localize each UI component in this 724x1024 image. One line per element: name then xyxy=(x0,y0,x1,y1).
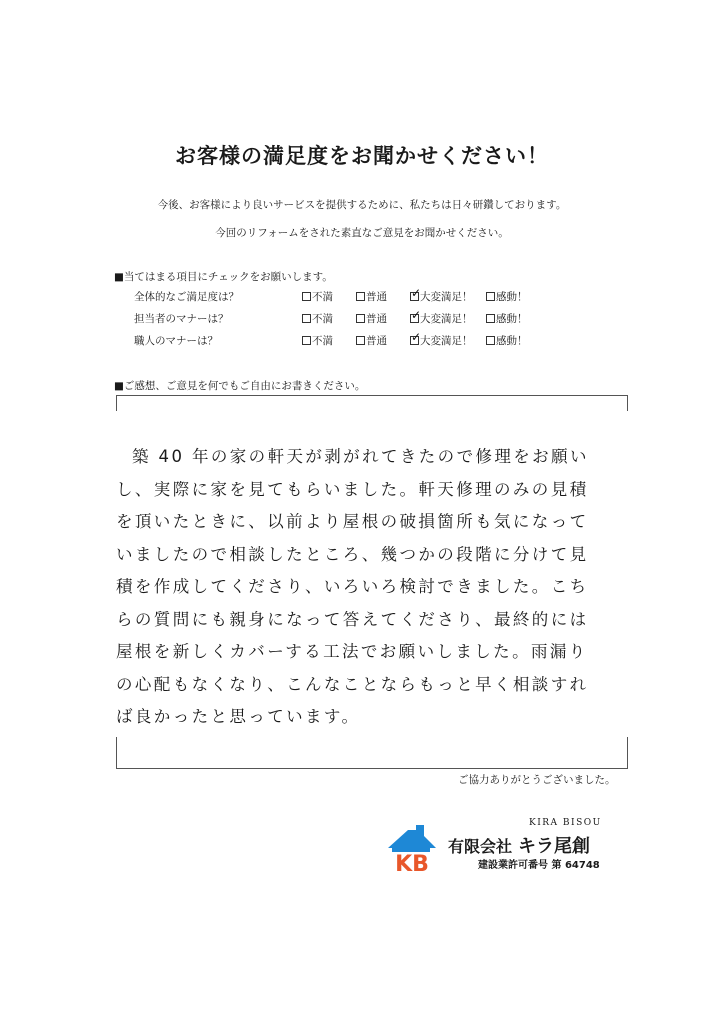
comment-line-text: を頂いたときに、以前より屋根の破損箇所も気になって xyxy=(116,512,589,531)
comment-line xyxy=(116,636,626,669)
comment-line xyxy=(116,604,626,637)
option-label: 普通 xyxy=(366,291,387,303)
intro-line-2: 今回のリフォームをされた素直なご意見をお聞かせください。 xyxy=(215,227,509,239)
option-label: 大変満足！ xyxy=(420,335,473,347)
checkbox-square xyxy=(410,308,422,323)
checkbox-square xyxy=(302,314,311,323)
comment-heading: ■ご感想、ご意見を何でもご自由にお書きください。 xyxy=(114,380,366,392)
comment-line xyxy=(116,441,626,474)
option-label: 普通 xyxy=(366,335,387,347)
company-romaji: KIRA BISOU xyxy=(529,818,602,828)
checkbox-square xyxy=(486,314,495,323)
question-label: 担当者のマナーは？ xyxy=(134,313,229,325)
company-name xyxy=(448,832,590,858)
thanks-message: ご協力ありがとうございました。 xyxy=(458,774,616,786)
comment-line-text: の心配もなくなり、こんなことならもっと早く相談すれ xyxy=(116,674,589,694)
comment-line xyxy=(116,506,626,539)
comment-line xyxy=(116,474,626,507)
company-type: 有限会社 xyxy=(448,837,513,856)
checkbox-square xyxy=(410,286,422,301)
option-label: 不満 xyxy=(312,291,333,303)
checkbox-square xyxy=(302,292,311,301)
intro-line-1: 今後、お客様により良いサービスを提供するために、私たちは日々研鑽しております。 xyxy=(157,199,567,211)
comment-line xyxy=(116,701,626,734)
option-label: 不満 xyxy=(312,335,333,347)
comment-line-text: し、実際に家を見てもらいました。軒天修理のみの見積 xyxy=(116,479,589,499)
option-label: 大変満足！ xyxy=(420,291,473,303)
checklist-row xyxy=(134,308,554,327)
option-label: 感動！ xyxy=(496,313,528,325)
option-checkbox[interactable] xyxy=(356,311,387,326)
option-checkbox[interactable] xyxy=(356,289,387,304)
option-label: 普通 xyxy=(366,313,387,325)
checklist-row xyxy=(134,286,554,305)
comment-line-text: らの質問にも親身になって答えてくださり、最終的には xyxy=(116,609,589,629)
comment-line xyxy=(116,539,626,572)
company-brand: キラ尾創 xyxy=(518,836,591,857)
company-logo xyxy=(386,822,438,874)
option-label: 感動！ xyxy=(496,291,528,303)
checkbox-square xyxy=(486,292,495,301)
option-checkbox[interactable] xyxy=(486,333,528,348)
comment-line-text: いましたので相談したところ、幾つかの段階に分けて見 xyxy=(116,544,589,564)
question-label: 全体的なご満足度は？ xyxy=(134,291,239,303)
checkbox-square xyxy=(486,336,495,345)
option-checkbox[interactable] xyxy=(302,333,333,348)
checkbox-square xyxy=(356,336,365,345)
check-mark-icon: ✓ xyxy=(411,286,422,300)
option-checkbox[interactable] xyxy=(410,286,473,304)
option-label: 感動！ xyxy=(496,335,528,347)
comment-line xyxy=(116,669,626,702)
comment-line-text: 積を作成してくださり、いろいろ検討できました。こち xyxy=(116,577,589,596)
page-title: お客様の満足度をお聞かせください！ xyxy=(175,144,549,168)
comment-line-text: ば良かったと思っています。 xyxy=(116,707,361,726)
check-mark-icon: ✓ xyxy=(411,308,422,322)
comment-line-text: 屋根を新しくカバーする工法でお願いしました。雨漏り xyxy=(116,642,588,661)
option-checkbox[interactable] xyxy=(302,311,333,326)
comment-line-text: 築 40 年の家の軒天が剥がれてきたので修理をお願い xyxy=(132,447,589,466)
option-checkbox[interactable] xyxy=(486,311,528,326)
checkbox-square xyxy=(356,314,365,323)
option-checkbox[interactable] xyxy=(486,289,528,304)
comment-line xyxy=(116,571,626,604)
option-checkbox[interactable] xyxy=(410,308,473,326)
checkbox-square xyxy=(302,336,311,345)
option-label: 不満 xyxy=(312,313,333,325)
question-label: 職人のマナーは？ xyxy=(134,335,218,347)
logo-roof-shape xyxy=(388,825,436,852)
logo-letters: KB xyxy=(395,852,429,874)
option-label: 大変満足！ xyxy=(420,313,473,325)
checkbox-square xyxy=(410,330,422,345)
option-checkbox[interactable] xyxy=(356,333,387,348)
checklist-heading: ■当てはまる項目にチェックをお願いします。 xyxy=(114,271,333,283)
check-mark-icon: ✓ xyxy=(411,330,422,344)
comment-text xyxy=(116,441,626,734)
option-checkbox[interactable] xyxy=(410,330,473,348)
checkbox-square xyxy=(356,292,365,301)
option-checkbox[interactable] xyxy=(302,289,333,304)
checklist-row xyxy=(134,330,554,349)
license-number: 建設業許可番号 第 64748 xyxy=(478,860,600,871)
